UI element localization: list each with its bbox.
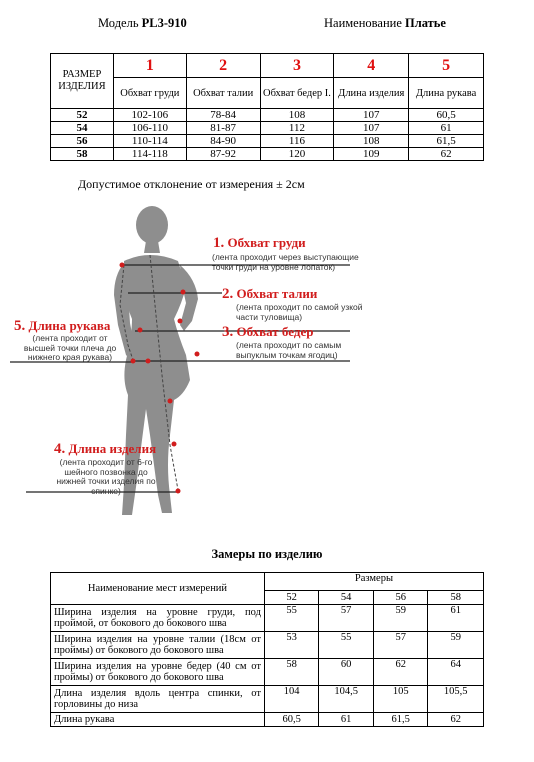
- measurement-value: 62: [373, 659, 427, 686]
- value-cell: 120: [260, 148, 334, 161]
- tolerance-note: Допустимое отклонение от измерения ± 2см: [78, 177, 305, 191]
- measurement-value: 61: [428, 605, 484, 632]
- col-number: 4: [334, 54, 409, 78]
- measurement-value: 53: [264, 632, 318, 659]
- col-label: Обхват талии: [186, 78, 260, 109]
- measurement-value: 59: [373, 605, 427, 632]
- measurement-name: Ширина изделия на уровне бедер (40 см от проймы) от бокового до бокового шва: [51, 659, 265, 686]
- size-col-header: 54: [319, 591, 374, 605]
- size-table: [50, 53, 484, 161]
- value-cell: 78-84: [186, 109, 260, 122]
- size-cell: 54: [51, 122, 114, 135]
- measurement-name: Ширина изделия на уровне груди, под проймой, от бокового до бокового шва: [51, 605, 265, 632]
- size-header: РАЗМЕР ИЗДЕЛИЯ: [51, 54, 114, 109]
- value-cell: 107: [334, 109, 409, 122]
- value-cell: 109: [334, 148, 409, 161]
- table-row: [51, 686, 484, 713]
- value-cell: 108: [334, 135, 409, 148]
- col-number: 1: [113, 54, 186, 78]
- table-row: [51, 605, 484, 632]
- col-number: 2: [186, 54, 260, 78]
- col-label: Обхват груди: [113, 78, 186, 109]
- size-cell: 58: [51, 148, 114, 161]
- measurement-value: 59: [428, 632, 484, 659]
- measurement-value: 104,5: [319, 686, 374, 713]
- measurement-value: 60: [319, 659, 374, 686]
- name-header: Наименование мест измерений: [51, 573, 265, 605]
- value-cell: 62: [409, 148, 484, 161]
- model-label: Модель: [98, 16, 139, 30]
- col-label: Обхват бедер I.: [260, 78, 334, 109]
- value-cell: 60,5: [409, 109, 484, 122]
- col-label: Длина изделия: [334, 78, 409, 109]
- measurement-name: Длина изделия вдоль центра спинки, от горловины до низа: [51, 686, 265, 713]
- measurement-value: 105,5: [428, 686, 484, 713]
- measurement-value: 104: [264, 686, 318, 713]
- col-label: Длина рукава: [409, 78, 484, 109]
- annotation-sleeve-note: (лента проходит от высшей точки плеча до нижнего края рукава): [23, 333, 117, 362]
- measurement-value: 62: [428, 713, 484, 727]
- annotation-hips: 3. Обхват бедер: [222, 324, 314, 340]
- product-name-label: Наименование: [324, 16, 402, 30]
- product-name-value: Платье: [405, 16, 446, 30]
- col-number: 3: [260, 54, 334, 78]
- value-cell: 102-106: [113, 109, 186, 122]
- value-cell: 108: [260, 109, 334, 122]
- annotation-sleeve: 5. Длина рукава: [14, 318, 111, 334]
- measurement-value: 55: [319, 632, 374, 659]
- model-line: [98, 16, 187, 31]
- table-row: [51, 148, 484, 161]
- value-cell: 116: [260, 135, 334, 148]
- size-cell: 56: [51, 135, 114, 148]
- value-cell: 107: [334, 122, 409, 135]
- sizes-header: Размеры: [264, 573, 483, 591]
- size-col-header: 52: [264, 591, 318, 605]
- measurement-value: 57: [319, 605, 374, 632]
- value-cell: 81-87: [186, 122, 260, 135]
- col-number: 5: [409, 54, 484, 78]
- table-row: [51, 659, 484, 686]
- value-cell: 87-92: [186, 148, 260, 161]
- annotation-waist-note: (лента проходит по самой узкой части туловища): [236, 302, 363, 322]
- table-row: [51, 632, 484, 659]
- measurement-value: 105: [373, 686, 427, 713]
- measurement-value: 64: [428, 659, 484, 686]
- annotation-length: 4. Длина изделия: [54, 441, 157, 457]
- product-name-line: [324, 16, 446, 31]
- measurement-name: Длина рукава: [51, 713, 265, 727]
- annotation-chest: 1. Обхват груди: [213, 235, 306, 251]
- value-cell: 110-114: [113, 135, 186, 148]
- annotation-chest-note: (лента проходит через выступающие точки груди на уровне лопаток): [212, 252, 359, 272]
- measurement-value: 61: [319, 713, 374, 727]
- size-col-header: 58: [428, 591, 484, 605]
- measurement-value: 61,5: [373, 713, 427, 727]
- annotation-length-note: (лента проходит от 6-го шейного позвонка до нижней точки изделия по спинке): [56, 457, 156, 496]
- value-cell: 61: [409, 122, 484, 135]
- table-row: [51, 135, 484, 148]
- table-row: [51, 122, 484, 135]
- value-cell: 114-118: [113, 148, 186, 161]
- annotation-waist: 2. Обхват талии: [222, 286, 318, 302]
- value-cell: 61,5: [409, 135, 484, 148]
- measurements-title: Замеры по изделию: [211, 547, 323, 561]
- value-cell: 106-110: [113, 122, 186, 135]
- measurement-value: 55: [264, 605, 318, 632]
- measurement-value: 60,5: [264, 713, 318, 727]
- value-cell: 112: [260, 122, 334, 135]
- measurements-table: [50, 572, 484, 727]
- table-row: [51, 109, 484, 122]
- measurement-value: 57: [373, 632, 427, 659]
- measurement-name: Ширина изделия на уровне талии (18см от проймы) от бокового до бокового шва: [51, 632, 265, 659]
- measurement-value: 58: [264, 659, 318, 686]
- model-value: PL3-910: [141, 16, 187, 30]
- table-row: [51, 713, 484, 727]
- annotation-hips-note: (лента проходит по самым выпуклым точкам ягодиц): [236, 340, 342, 360]
- value-cell: 84-90: [186, 135, 260, 148]
- size-cell: 52: [51, 109, 114, 122]
- size-col-header: 56: [373, 591, 427, 605]
